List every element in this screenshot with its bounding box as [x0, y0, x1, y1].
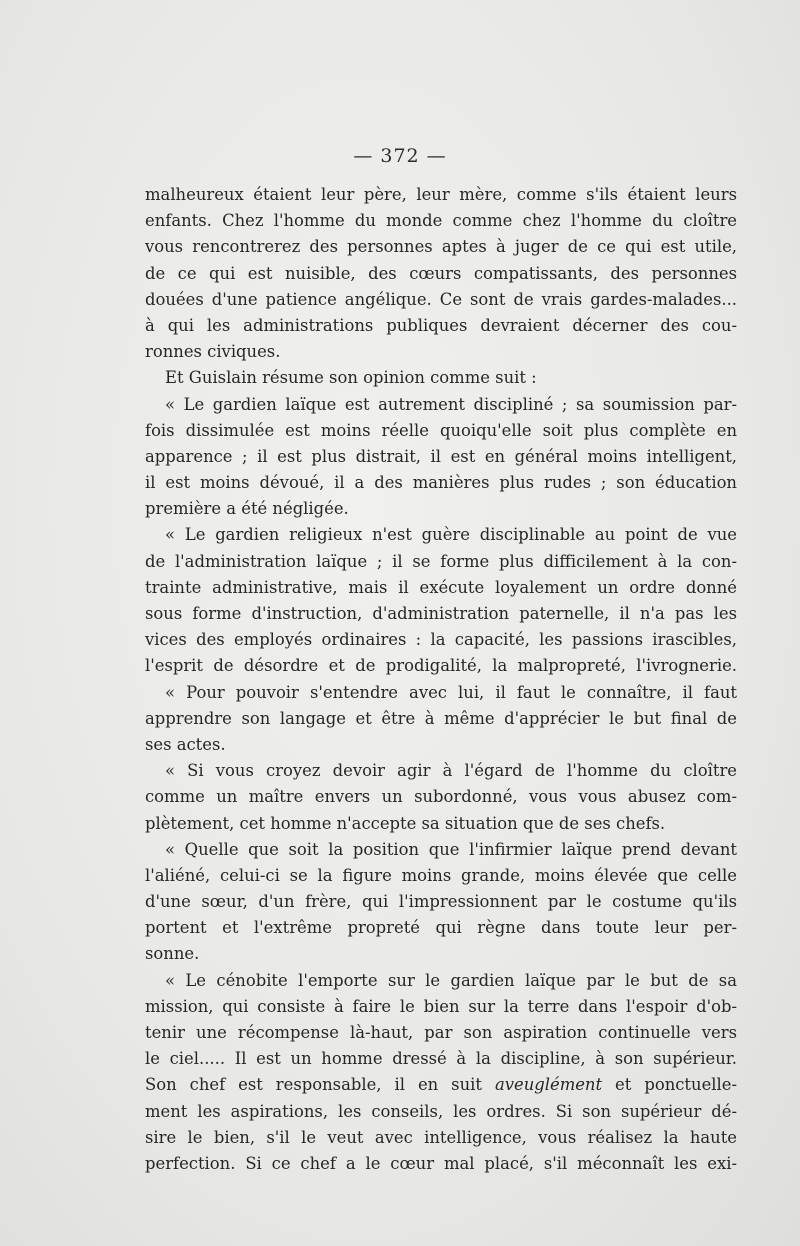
text-line: perfection. Si ce chef a le cœur mal placé, s'il méconnaît les exi-	[145, 1153, 737, 1173]
text-line: de l'administration laïque ; il se forme plus difficilement à la con-	[145, 551, 737, 571]
text-line: fois dissimulée est moins réelle quoiqu'elle soit plus complète en	[145, 420, 737, 440]
text-line: malheureux étaient leur père, leur mère, comme s'ils étaient leurs	[145, 185, 737, 204]
text-line: sous forme d'instruction, d'administration paternelle, il n'a pas les	[145, 604, 737, 623]
text-line: enfants. Chez l'homme du monde comme chez l'homme du cloître	[145, 211, 737, 231]
text-line: plètement, cet homme n'accepte sa situation que de ses chefs.	[145, 813, 666, 833]
text-line	[145, 1072, 737, 1098]
text-line: vous rencontrerez des personnes aptes à juger de ce qui est utile,	[145, 237, 737, 257]
text-line: sonne.	[145, 944, 200, 964]
text-line: apprendre son langage et être à même d'apprécier le but final de	[145, 708, 737, 728]
body-text	[145, 182, 737, 1177]
text-line: sire le bien, s'il le veut avec intelligence, vous réalisez la haute	[145, 1127, 737, 1147]
text-line: « Pour pouvoir s'entendre avec lui, il faut le connaître, il faut	[165, 682, 737, 702]
text-line: l'esprit de désordre et de prodigalité, la malpropreté, l'ivrognerie.	[145, 656, 737, 676]
text-line: mission, qui consiste à faire le bien sur la terre dans l'espoir d'ob-	[145, 996, 737, 1016]
text-line: de ce qui est nuisible, des cœurs compatissants, des personnes	[145, 263, 737, 283]
text-line: « Quelle que soit la position que l'infirmier laïque prend devant	[165, 839, 737, 859]
text-line: l'aliéné, celui-ci se la figure moins grande, moins élevée que celle	[145, 865, 737, 885]
text-line: « Si vous croyez devoir agir à l'égard de l'homme du cloître	[165, 761, 737, 781]
text-line: le ciel..... Il est un homme dressé à la discipline, à son supérieur.	[145, 1049, 737, 1069]
text-line: trainte administrative, mais il exécute loyalement un ordre donné	[145, 577, 737, 597]
text-line: ses actes.	[145, 734, 226, 754]
text-line: ronnes civiques.	[145, 342, 281, 362]
text-line: douées d'une patience angélique. Ce sont de vrais gardes-malades...	[145, 289, 737, 309]
text-line: ment les aspirations, les conseils, les ordres. Si son supérieur dé-	[145, 1101, 737, 1121]
text-line-part: et ponctuelle-	[602, 1075, 737, 1095]
text-line: comme un maître envers un subordonné, vous vous abusez com-	[145, 787, 737, 807]
text-line: vices des employés ordinaires : la capacité, les passions irascibles,	[145, 630, 737, 650]
text-line-part: Son chef est responsable, il en suit	[145, 1075, 495, 1095]
text-line: « Le gardien religieux n'est guère disciplinable au point de vue	[165, 525, 737, 545]
text-line: « Le gardien laïque est autrement discipliné ; sa soumission par-	[165, 394, 737, 414]
text-line: « Le cénobite l'emporte sur le gardien laïque par le but de sa	[165, 970, 737, 990]
text-line: il est moins dévoué, il a des manières plus rudes ; son éducation	[145, 473, 737, 493]
text-line: tenir une récompense là-haut, par son aspiration continuelle vers	[145, 1023, 737, 1042]
text-line: Et Guislain résume son opinion comme suit :	[165, 368, 537, 388]
text-line: apparence ; il est plus distrait, il est en général moins intelligent,	[145, 446, 737, 466]
text-line: d'une sœur, d'un frère, qui l'impressionnent par le costume qu'ils	[145, 892, 737, 912]
text-line: première a été négligée.	[145, 499, 349, 519]
text-line: portent et l'extrême propreté qui règne dans toute leur per-	[145, 918, 737, 938]
text-line-emphasis: aveuglément	[494, 1075, 603, 1095]
text-line: à qui les administrations publiques devraient décerner des cou-	[145, 315, 737, 335]
page-number: — 372 —	[353, 145, 447, 167]
